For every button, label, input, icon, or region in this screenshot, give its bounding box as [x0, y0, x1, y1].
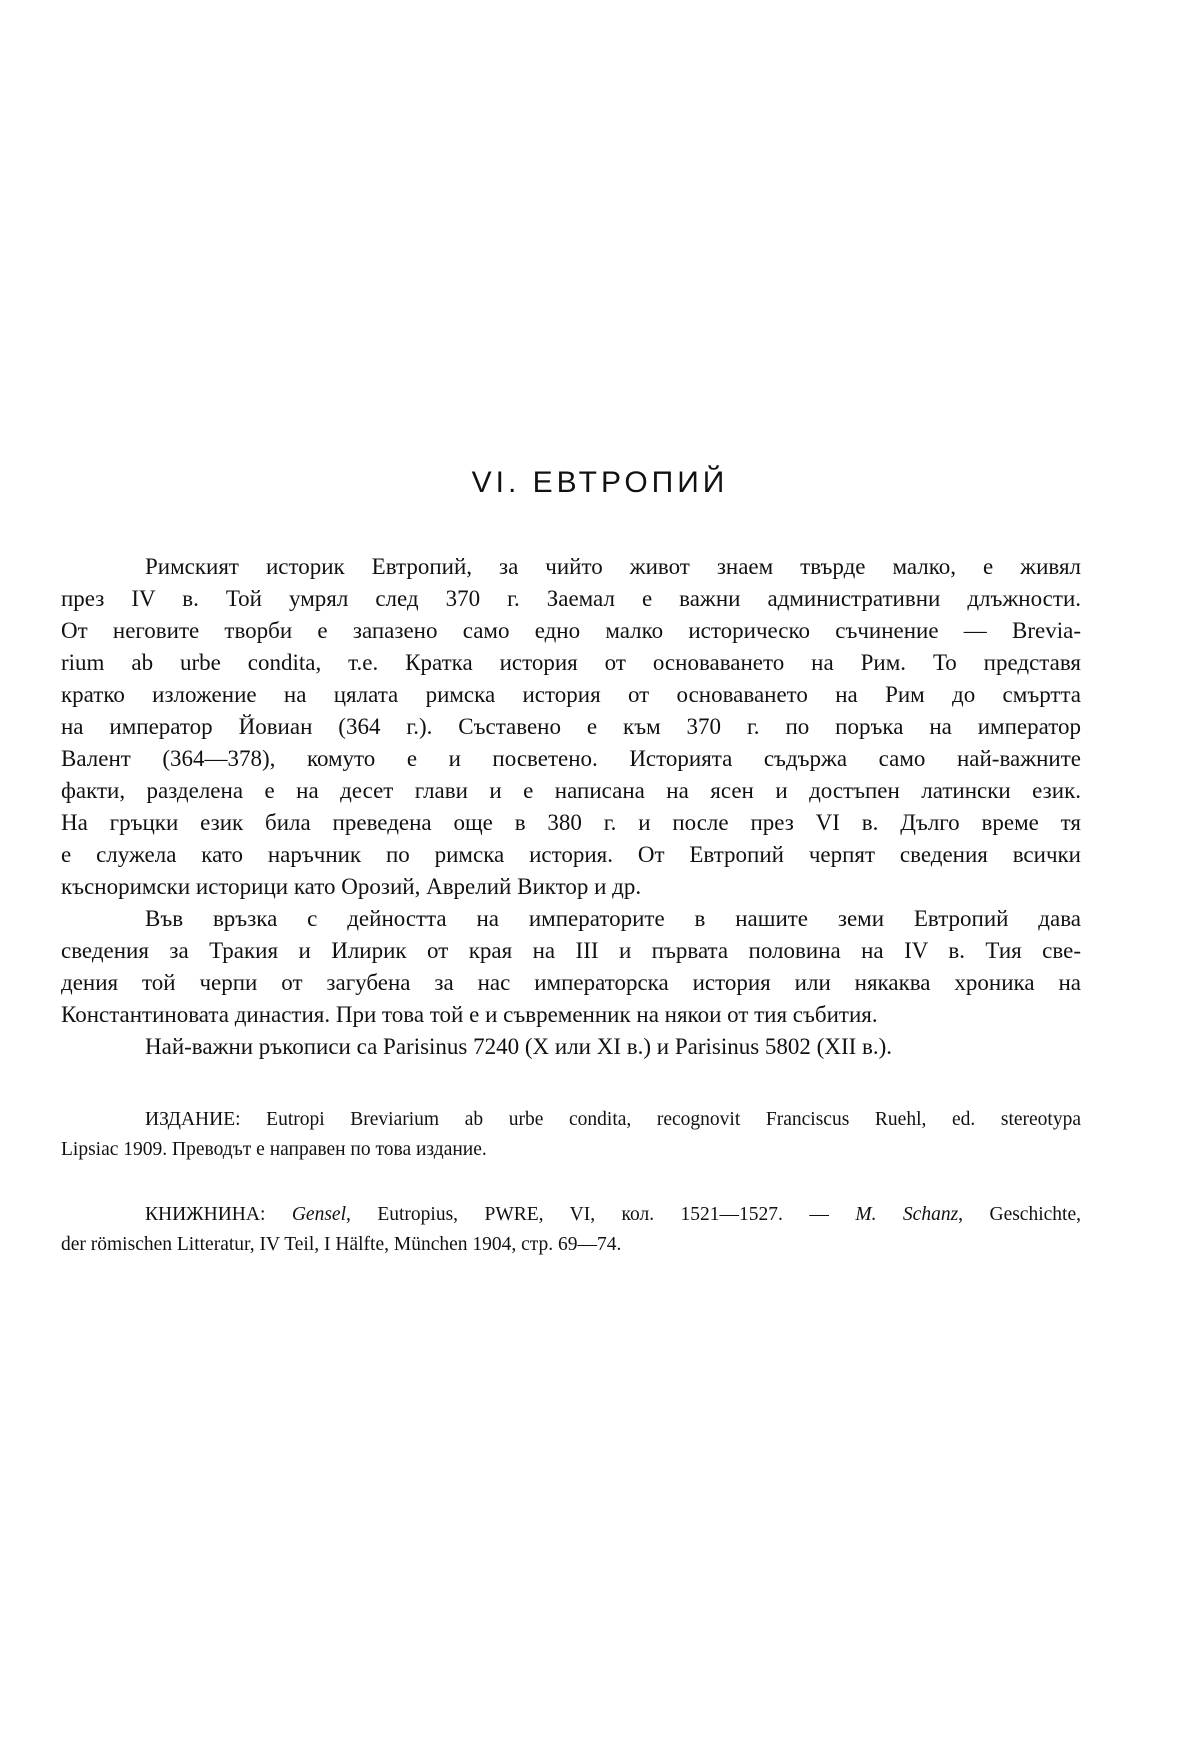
- text-line: Валент (364—378), комуто е и посветено. Историята съдържа само най-важните: [61, 746, 1081, 771]
- paragraph-1: [61, 551, 1081, 903]
- author-schanz: M. Schanz: [855, 1204, 959, 1225]
- text-line: На гръцки език била преведена още в 380 г. и после през VI в. Дълго време тя: [61, 810, 1081, 835]
- body-text: [61, 551, 1081, 1063]
- literature-text-2: , Geschichte,: [958, 1204, 1081, 1225]
- text-line: къснoримски историци като Орозий, Аврелий Виктор и др.: [61, 874, 642, 899]
- edition-line-2: Lipsiac 1909. Преводът е направен по това издание.: [61, 1139, 487, 1160]
- literature-line-1: [61, 1200, 1081, 1230]
- text-line: е служела като наръчник по римска история. От Евтропий черпят сведения всички: [61, 842, 1081, 867]
- literature-label: КНИЖНИНА:: [145, 1204, 266, 1225]
- edition-label: ИЗДАНИЕ:: [145, 1109, 241, 1130]
- text-line: Във връзка с дейността на императорите в нашите земи Евтропий дава: [145, 906, 1081, 931]
- text-line: Римският историк Евтропий, за чийто живот знаем твърде малко, е живял: [145, 554, 1081, 579]
- author-gensel: Gensel: [291, 1204, 346, 1225]
- literature-line-2: der römischen Litteratur, IV Teil, I Hälfte, München 1904, стр. 69—74.: [61, 1234, 622, 1255]
- chapter-title: VI. ЕВТРОПИЙ: [471, 466, 729, 499]
- text-line: кратко изложение на цялата римска история от основаването на Рим до смъртта: [61, 682, 1081, 707]
- paragraph-2: [61, 903, 1081, 1031]
- text-line: на император Йовиан (364 г.). Съставено е към 370 г. по поръка на император: [61, 714, 1081, 739]
- edition-text: Eutropi Breviarium ab urbe condita, recognovit Franciscus Ruehl, ed. stereotypa: [266, 1109, 1081, 1130]
- text-line: факти, разделена е на десет глави и е написана на ясен и достъпен латински език.: [61, 778, 1081, 803]
- text-line: Най-важни ръкописи са Parisinus 7240 (X или XI в.) и Parisinus 5802 (XII в.).: [145, 1034, 893, 1059]
- text-line: през IV в. Той умрял след 370 г. Заемал е важни административни длъжности.: [61, 586, 1081, 611]
- text-line: rium ab urbe condita, т.е. Кратка история от основаването на Рим. То представя: [61, 650, 1081, 675]
- paragraph-3: [61, 1031, 1081, 1063]
- literature-text: , Eutropius, PWRE, VI, кол. 1521—1527. —: [346, 1204, 829, 1225]
- text-line: сведения за Тракия и Илирик от края на III и първата половина на IV в. Тия све-: [61, 938, 1081, 963]
- text-line: От неговите творби е запазено само едно малко историческо съчинение — Brevia-: [61, 618, 1081, 643]
- edition-line-1: [61, 1105, 1081, 1135]
- text-line: Константиновата династия. При това той е и съвременник на някои от тия събития.: [61, 1002, 878, 1027]
- literature-note: [61, 1200, 1081, 1260]
- text-line: дения той черпи от загубена за нас императорска история или някаква хроника на: [61, 970, 1081, 995]
- edition-note: [61, 1105, 1081, 1165]
